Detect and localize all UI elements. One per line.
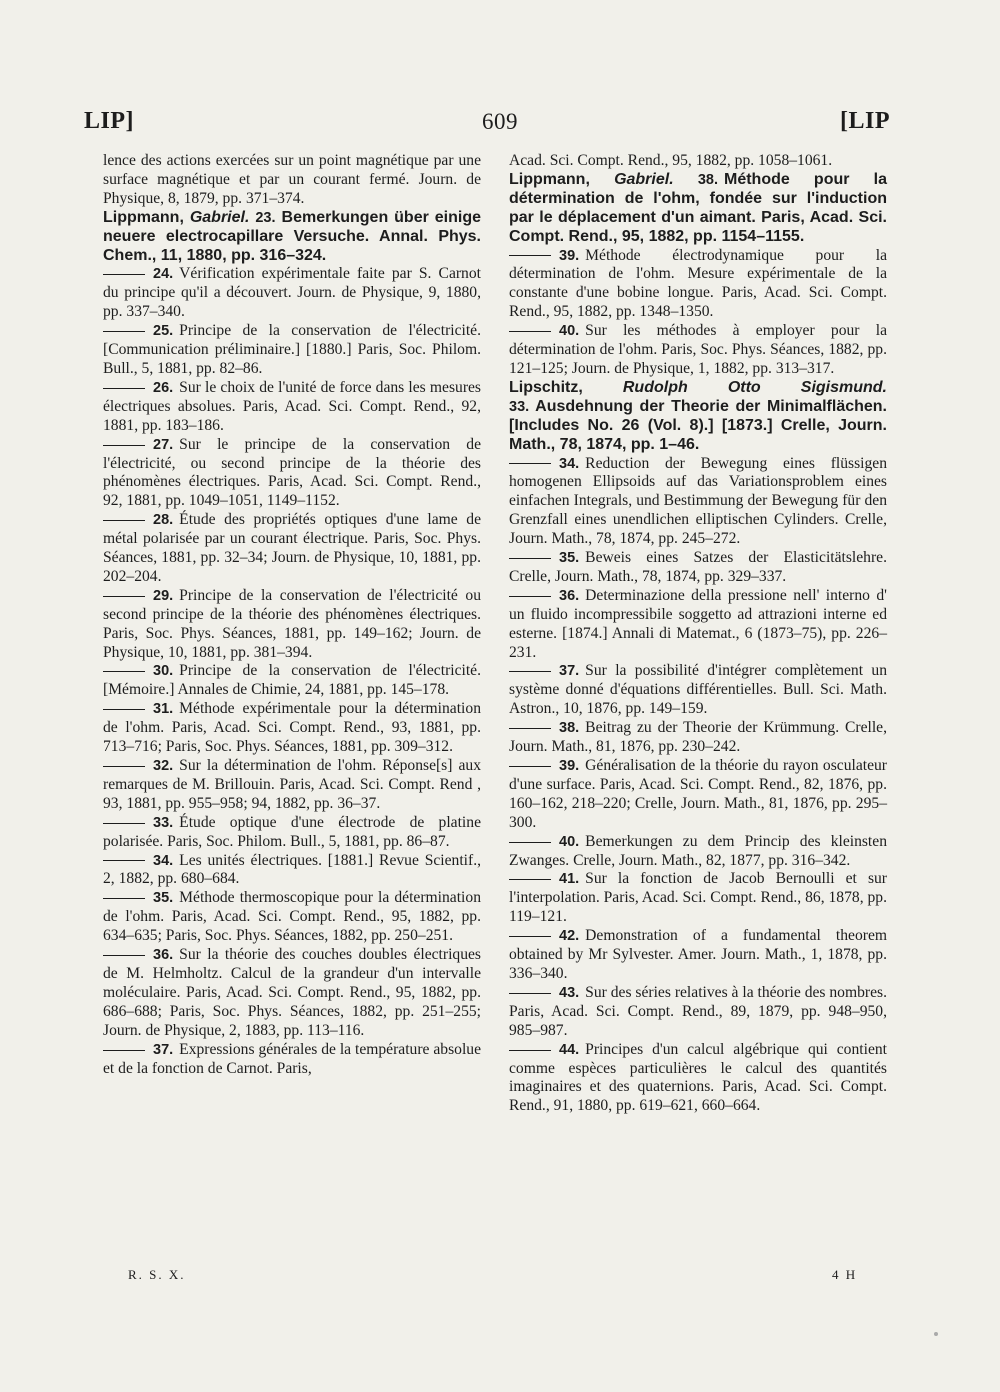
entry-number: 37. xyxy=(153,1041,174,1058)
ditto-rule xyxy=(103,955,145,956)
entry-text: Acad. Sci. Compt. Rend., 95, 1882, pp. 1058–1061. xyxy=(509,152,833,169)
bibliography-entry xyxy=(509,247,887,323)
entry-text: Méthode pour la détermination de l'ohm, fondée sur l'induction par le déplacement d'un aimant. Paris, Acad. Sci. Compt. Rend., 95, 1882, pp. 1154–1155. xyxy=(509,170,887,245)
bibliography-entry xyxy=(509,455,887,550)
entry-number: 31. xyxy=(153,701,174,718)
bibliography-entry xyxy=(103,152,481,209)
bibliography-entry xyxy=(103,1041,481,1079)
entry-number: 42. xyxy=(559,928,580,945)
entry-number: 38. xyxy=(697,171,718,188)
left-column xyxy=(103,152,481,1078)
entry-number: 34. xyxy=(153,852,174,869)
bibliography-entry xyxy=(103,209,481,266)
entry-number: 35. xyxy=(153,890,174,907)
entry-number: 33. xyxy=(153,814,174,831)
entry-text: Généralisation de la théorie du rayon osculateur d'une surface. Paris, Acad. Sci. Compt. Rend., 82, 1876, pp. 160–162, 218–220; Crelle, Journ. Math., 81, 1876, pp. 295–300. xyxy=(509,757,887,831)
entry-text: Sur la détermination de l'ohm. Réponse[s] aux remarques de M. Brillouin. Paris, Acad. Sci. Compt. Rend , 93, 1881, pp. 955–958; 94, 1882, pp. 36–37. xyxy=(103,757,481,812)
ditto-rule xyxy=(103,860,145,861)
entry-number: 40. xyxy=(559,323,580,340)
entry-text: Principe de la conservation de l'électricité. [Mémoire.] Annales de Chimie, 24, 1881, pp. 145–178. xyxy=(103,662,481,699)
entry-text: Méthode thermoscopique pour la détermination de l'ohm. Paris, Acad. Sci. Compt. Rend., 95, 1882, pp. 634–635; Paris, Soc. Phys. Séances, 1882, pp. 250–251. xyxy=(103,889,481,945)
entry-number: 34. xyxy=(559,455,580,472)
bibliography-entry xyxy=(509,984,887,1041)
ditto-rule xyxy=(103,331,145,332)
bibliography-entry xyxy=(509,833,887,871)
bibliography-entry xyxy=(103,511,481,587)
author-name: Lippmann, xyxy=(509,170,590,188)
entry-number: 25. xyxy=(153,323,174,340)
author-name: Lippmann, xyxy=(103,208,184,226)
bibliography-entry xyxy=(509,587,887,663)
entry-number: 36. xyxy=(153,947,174,964)
entry-text: Principe de la conservation de l'électricité. [Communication préliminaire.] [1880.] Paris, Soc. Philom. Bull., 5, 1881, pp. 82–86. xyxy=(103,322,481,377)
entry-number: 43. xyxy=(559,984,580,1001)
entry-number: 33. xyxy=(509,398,530,415)
entry-text: Sur les méthodes à employer pour la détermination de l'ohm. Paris, Soc. Phys. Séances, 1882, pp. 121–125; Journ. de Physique, 1, 1882, pp. 313–317. xyxy=(509,322,887,377)
page-number: 609 xyxy=(482,109,518,134)
ditto-rule xyxy=(509,842,551,843)
ditto-rule xyxy=(103,898,145,899)
ditto-rule xyxy=(103,766,145,767)
ditto-rule xyxy=(103,388,145,389)
footer-signature-left: R. S. X. xyxy=(128,1267,186,1282)
ditto-rule xyxy=(509,1050,551,1051)
entry-number: 27. xyxy=(153,436,174,453)
entry-text: Vérification expérimentale faite par S. Carnot du principe qu'il a découvert. Journ. de Physique, 9, 1880, pp. 337–340. xyxy=(103,265,481,321)
entry-text: Les unités électriques. [1881.] Revue Scientif., 2, 1882, pp. 680–684. xyxy=(103,851,481,888)
running-head-right: [LIP xyxy=(840,108,890,134)
entry-number: 39. xyxy=(559,247,580,264)
entry-text: Determinazione della pressione nell' interno d' un fluido incompressibile soggetto ad attrazioni interne ed esterne. [1874.] Annali di Matemat., 6 (1873–75), pp. 226–231. xyxy=(509,586,887,661)
bibliography-entry xyxy=(509,1041,887,1117)
ditto-rule xyxy=(103,520,145,521)
entry-number: 37. xyxy=(559,663,580,680)
bibliography-entry xyxy=(509,757,887,833)
entry-number: 28. xyxy=(153,512,174,529)
bibliography-entry xyxy=(103,946,481,1041)
entry-text: Sur le choix de l'unité de force dans les mesures électriques absolues. Paris, Acad. Sci. Compt. Rend., 92, 1881, pp. 183–186. xyxy=(103,378,481,434)
ditto-rule xyxy=(509,463,551,464)
bibliography-entry xyxy=(103,379,481,436)
entry-number: 44. xyxy=(559,1041,580,1058)
bibliography-entry xyxy=(509,379,887,455)
entry-text: Méthode expérimentale pour la détermination de l'ohm. Paris, Acad. Sci. Compt. Rend., 93, 1881, pp. 713–716; Paris, Soc. Phys. Séances, 1881, pp. 309–312. xyxy=(103,700,481,756)
ditto-rule xyxy=(509,596,551,597)
bibliography-entry xyxy=(103,265,481,322)
entry-text: Étude des propriétés optiques d'une lame de métal polarisée par un courant électrique. Paris, Soc. Phys. Séances, 1881, pp. 32–34; Journ. de Physique, 10, 1881, pp. 202–204. xyxy=(103,511,481,585)
ditto-rule xyxy=(509,993,551,994)
ditto-rule xyxy=(509,766,551,767)
bibliography-entry xyxy=(509,927,887,984)
ditto-rule xyxy=(103,709,145,710)
ditto-rule xyxy=(509,331,551,332)
bibliography-entry xyxy=(103,587,481,663)
bibliography-entry xyxy=(509,662,887,719)
entry-number: 30. xyxy=(153,663,174,680)
entry-text: Reduction der Bewegung eines flüssigen homogenen Ellipsoids auf das Variationsproblem eines einfachen Integrals, und Bestimmung der Bewegung für den Grenzfall eines unendlichen elliptischen Cylinders. Crelle, Journ. Math., 78, 1874, pp. 245–272. xyxy=(509,454,887,548)
bibliography-entry xyxy=(103,436,481,512)
bibliography-entry xyxy=(103,814,481,852)
ditto-rule xyxy=(103,671,145,672)
footer-signature-right: 4 H xyxy=(832,1267,858,1282)
paper-speck xyxy=(934,1332,938,1336)
entry-text: Méthode électrodynamique pour la détermination de l'ohm. Mesure expérimentale de la constante d'une bobine longue. Paris, Acad. Sci. Compt. Rend., 95, 1882, pp. 1348–1350. xyxy=(509,246,887,321)
entry-text: Sur la fonction de Jacob Bernoulli et sur l'interpolation. Paris, Acad. Sci. Compt. Rend., 86, 1878, pp. 119–121. xyxy=(509,870,887,926)
entry-number: 38. xyxy=(559,720,580,737)
bibliography-entry xyxy=(103,757,481,814)
author-given-names: Gabriel. xyxy=(189,208,250,226)
right-column xyxy=(509,152,887,1116)
entry-number: 24. xyxy=(153,266,174,283)
bibliography-entry xyxy=(103,662,481,700)
entry-number: 23. xyxy=(255,209,276,226)
entry-text: Sur le principe de la conservation de l'électricité, ou second principe de la théorie des phénomènes électriques. Paris, Acad. Sci. Compt. Rend., 92, 1881, pp. 1049–1051, 1149–1152. xyxy=(103,435,481,510)
running-head-left: LIP] xyxy=(84,108,134,134)
entry-text: Principe de la conservation de l'électricité ou second principe de la théorie des phénomènes électriques. Paris, Soc. Phys. Séances, 1881, pp. 149–162; Journ. de Physique, 10, 1881, pp. 381–394. xyxy=(103,586,481,661)
ditto-rule xyxy=(103,823,145,824)
bibliography-entry xyxy=(103,322,481,379)
entry-text: Expressions générales de la température absolue et de la fonction de Carnot. Paris, xyxy=(103,1040,481,1077)
entry-text: Bemerkungen zu dem Princip des kleinsten Zwanges. Crelle, Journ. Math., 82, 1877, pp. 316–342. xyxy=(509,832,887,869)
entry-number: 26. xyxy=(153,379,174,396)
entry-text: Bemerkungen über einige neuere electrocapillare Versuche. Annal. Phys. Chem., 11, 1880, pp. 316–324. xyxy=(103,208,481,264)
entry-number: 41. xyxy=(559,871,580,888)
entry-text: Principes d'un calcul algébrique qui contient comme espèces particulières le calcul des quantités imaginaires et des quaternions. Paris, Acad. Sci. Compt. Rend., 91, 1880, pp. 619–621, 660–664. xyxy=(509,1040,887,1115)
entry-number: 36. xyxy=(559,587,580,604)
entry-number: 29. xyxy=(153,587,174,604)
ditto-rule xyxy=(509,728,551,729)
bibliography-entry xyxy=(103,852,481,890)
entry-number: 40. xyxy=(559,833,580,850)
author-given-names: Gabriel. xyxy=(614,170,674,188)
bibliography-entry xyxy=(509,152,887,171)
ditto-rule xyxy=(103,596,145,597)
entry-text: Sur la théorie des couches doubles électriques de M. Helmholtz. Calcul de la grandeur d'un intervalle moléculaire. Paris, Acad. Sci. Compt. Rend., 95, 1882, pp. 686–688; Paris, Soc. Phys. Séances, 1882, pp. 251–255; Journ. de Physique, 2, 1883, pp. 113–116. xyxy=(103,946,481,1039)
entry-text: lence des actions exercées sur un point magnétique par une surface magnétique et par un courant fermé. Journ. de Physique, 8, 1879, pp. 371–374. xyxy=(103,152,481,207)
bibliography-entry xyxy=(103,700,481,757)
ditto-rule xyxy=(509,879,551,880)
entry-text: Beitrag zu der Theorie der Krümmung. Crelle, Journ. Math., 81, 1876, pp. 230–242. xyxy=(509,719,887,756)
ditto-rule xyxy=(509,558,551,559)
bibliography-entry xyxy=(509,171,887,247)
entry-text: Sur la possibilité d'intégrer complètement un système donné d'équations différentielles. Bull. Sci. Math. Astron., 10, 1876, pp. 149–159. xyxy=(509,662,887,718)
author-name: Lipschitz, xyxy=(509,378,583,396)
bibliography-entry xyxy=(509,549,887,587)
author-given-names: Rudolph Otto Sigismund. xyxy=(622,378,888,396)
entry-number: 35. xyxy=(559,550,580,567)
ditto-rule xyxy=(103,445,145,446)
ditto-rule xyxy=(509,671,551,672)
entry-number: 39. xyxy=(559,758,580,774)
bibliography-entry xyxy=(509,719,887,757)
ditto-rule xyxy=(103,274,145,275)
bibliography-entry xyxy=(509,322,887,379)
entry-text: Sur des séries relatives à la théorie des nombres. Paris, Acad. Sci. Compt. Rend., 89, 1879, pp. 948–950, 985–987. xyxy=(509,983,887,1039)
entry-text: Ausdehnung der Theorie der Minimalflächen. [Includes No. 26 (Vol. 8).] [1873.] Crelle, Journ. Math., 78, 1874, pp. 1–46. xyxy=(509,397,887,453)
bibliography-entry xyxy=(103,889,481,946)
ditto-rule xyxy=(509,255,551,256)
bibliography-entry xyxy=(509,870,887,927)
entry-text: Étude optique d'une électrode de platine polarisée. Paris, Soc. Philom. Bull., 5, 1881, pp. 86–87. xyxy=(103,813,481,850)
ditto-rule xyxy=(509,936,551,937)
entry-text: Beweis eines Satzes der Elasticitätslehre. Crelle, Journ. Math., 78, 1874, pp. 329–337. xyxy=(509,549,887,585)
entry-text: Demonstration of a fundamental theorem obtained by Mr Sylvester. Amer. Journ. Math., 1, 1878, pp. 336–340. xyxy=(509,927,887,982)
entry-number: 32. xyxy=(153,758,174,774)
ditto-rule xyxy=(103,1050,145,1051)
